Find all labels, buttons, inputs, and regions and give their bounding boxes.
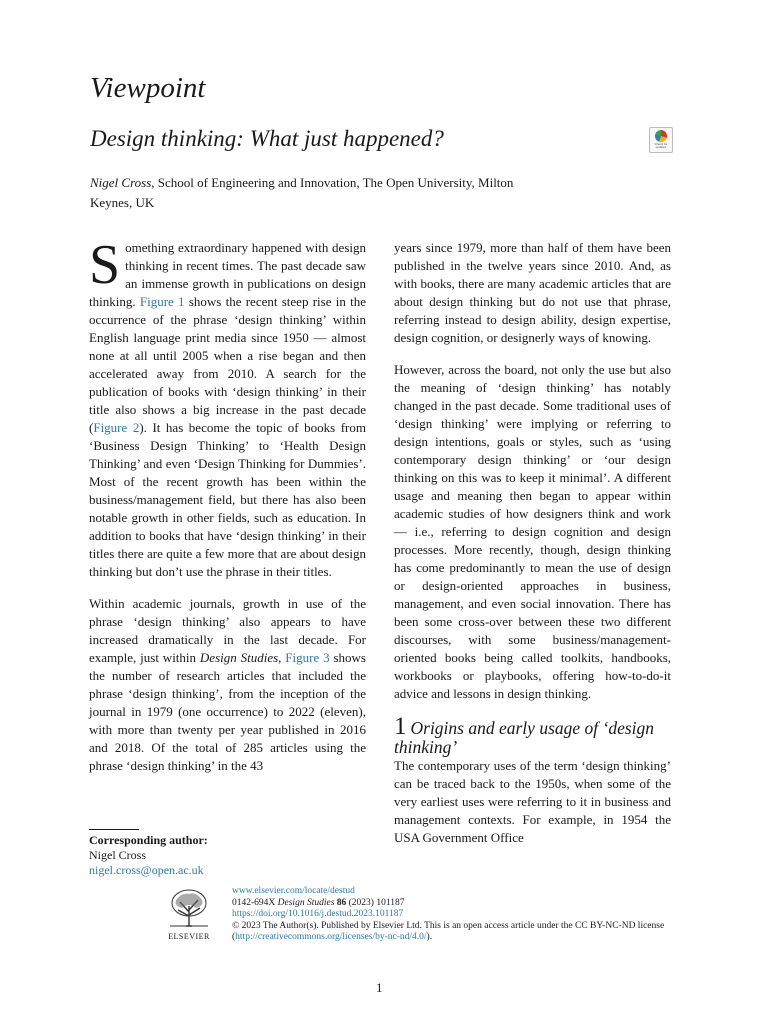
figure-2-link[interactable]: Figure 2	[93, 420, 140, 435]
journal-name: Design Studies	[199, 650, 279, 665]
section-heading	[394, 713, 671, 757]
issue: (2023) 101187	[346, 897, 405, 908]
corresponding-name: Nigel Cross	[89, 848, 146, 862]
badge-label: Check for updates	[654, 142, 668, 149]
text-run: ,	[278, 650, 286, 665]
license-line	[232, 921, 682, 944]
license-link[interactable]: http://creativecommons.org/licenses/by-nc-nd/4.0/	[235, 932, 427, 942]
crossmark-icon	[655, 130, 667, 142]
volume: 86	[336, 897, 347, 908]
corresponding-email-link[interactable]: nigel.cross@open.ac.uk	[89, 863, 204, 877]
footnote-rule	[89, 829, 139, 830]
drop-cap: S	[89, 234, 121, 296]
column-left	[89, 234, 366, 789]
author-line	[90, 173, 530, 213]
corresponding-author	[89, 833, 208, 878]
license-text: © 2023 The Author(s). Published by Elsevier Ltd. This is an open access article under the CC BY-NC-ND license (	[232, 920, 665, 942]
section-number: 1	[394, 713, 407, 740]
citation-line	[232, 898, 682, 910]
section-heading-text: Origins and early usage of ‘design thinking’	[394, 718, 655, 757]
paragraph: However, across the board, not only the use but also the meaning of ‘design thinking’ has notably changed in the past decade. Some traditional uses of ‘design thinking’ were implying or referring to design intentions, goals or styles, such as ‘using contemporary design thinking’ or ‘our design thinking on this was to keep it minimal’. A different usage and meaning then began to appear within academic studies of how designers think and work — i.e., referring to design cognition and design processes. More recently, though, design thinking has come predominantly to mean the use of design or design-oriented approaches in business, management, and even social innovation. There has been some cross-over between these two different discourses, with some business/management-oriented books being called toolkits, handbooks, workbooks or playbooks, offering how-to-do-it advice and lessons in design thinking.	[394, 362, 671, 701]
text-run: ). It has become the topic of books from ‘Business Design Thinking’ to ‘Health Design Thinking’ and even ‘Design Thinking for Dummies’. Most of the recent growth has been within the business/management field, but there has also been notable growth in other fields, such as education. In addition to books that have ‘design thinking’ in their titles there are quite a few more that are about design thinking but don’t use the phrase in their titles.	[89, 420, 366, 579]
text-run: shows the recent steep rise in the occurrence of the phrase ‘design thinking’ within English language print media since 1950 — almost none at all until 2005 when a rise began and then accelerated away from 2010. A search for the publication of books with ‘design thinking’ in their title also shows a big increase in the past decade (	[89, 294, 366, 435]
corresponding-label: Corresponding author:	[89, 833, 208, 847]
elsevier-tree-icon	[166, 888, 212, 928]
doi-link[interactable]: https://doi.org/10.1016/j.destud.2023.101187	[232, 909, 404, 919]
paragraph: The contemporary uses of the term ‘design thinking’ can be traced back to the 1950s, when some of the very earliest uses were referring to it in business and management contexts. For example, in 1954 the USA Government Office	[394, 758, 671, 845]
column-right	[394, 239, 671, 861]
section-label: Viewpoint	[90, 72, 206, 104]
figure-1-link[interactable]: Figure 1	[139, 294, 185, 309]
figure-3-link[interactable]: Figure 3	[285, 650, 330, 665]
author-name: Nigel Cross	[90, 175, 152, 190]
license-text-end: ).	[426, 932, 433, 942]
journal-url-link[interactable]: www.elsevier.com/locate/destud	[232, 886, 355, 896]
text-run: Within academic journals, growth in use of the phrase ‘design thinking’ also appears to have increased dramatically in the last decade. For example, just within	[89, 596, 366, 665]
article-title: Design thinking: What just happened?	[90, 126, 444, 151]
publication-info	[232, 886, 682, 944]
elsevier-logo	[166, 888, 212, 941]
issn: 0142-694X	[232, 897, 278, 908]
paragraph	[89, 234, 366, 581]
journal-name-footer: Design Studies	[277, 897, 335, 908]
author-affiliation: , School of Engineering and Innovation, The Open University, Milton Keynes, UK	[90, 175, 514, 210]
elsevier-wordmark: ELSEVIER	[168, 932, 210, 941]
check-for-updates-badge[interactable]	[649, 127, 673, 153]
paragraph	[89, 595, 366, 775]
text-run: shows the number of research articles that included the phrase ‘design thinking’, from the inception of the journal in 1979 (one occurrence) to 2022 (eleven), with more than twenty per year published in 2016 and 2018. Of the total of 285 articles using the phrase ‘design thinking’ in the 43	[89, 650, 366, 773]
page-number: 1	[376, 980, 383, 995]
paragraph: years since 1979, more than half of them have been published in the twelve years since 2010. And, as with books, there are many academic articles that are about design thinking but do not use that phrase, referring instead to design ability, design expertise, design cognition, or designerly ways of knowing.	[394, 240, 671, 345]
text-run: omething extraordinary happened with design thinking in recent times. The past decade saw an immense growth in publications on design thinking.	[89, 240, 366, 309]
